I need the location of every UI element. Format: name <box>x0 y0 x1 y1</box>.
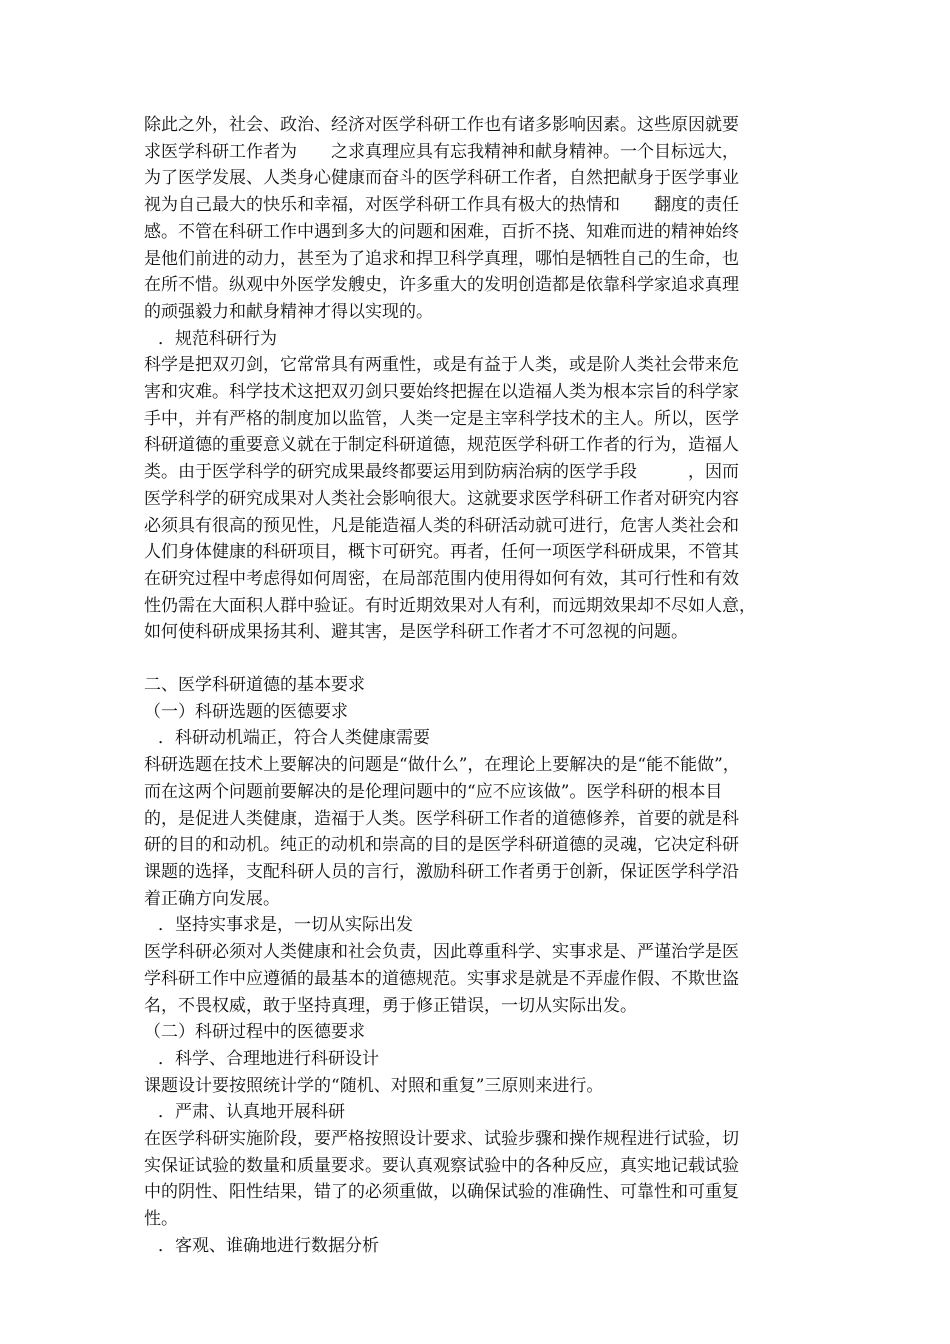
paragraph-fact-seeking <box>144 939 809 1019</box>
paragraph-dedication <box>144 112 809 326</box>
text-line: 求医学科研工作者为 之求真理应具有忘我精神和献身精神。一个目标远大， <box>144 141 739 162</box>
text-line: 视为自己最大的快乐和幸福，对医学科研工作具有极大的热情和 翻度的责任 <box>144 195 739 216</box>
text-line: 科研道德的重要意义就在于制定科研道德，规范医学科研工作者的行为，造福人 <box>144 435 739 456</box>
text-line: 科学是把双刃剑，它常常具有两重性，或是有益于人类，或是阶人类社会带来危 <box>144 355 739 376</box>
text-line: 科研选题在技术上要解决的问题是“做什么”，在理论上要解决的是“能不能做”， <box>144 755 740 776</box>
text-line: 的顽强毅力和献身精神才得以实现的。 <box>144 301 433 322</box>
item-heading-fact-seeking: ．坚持实事求是，一切从实际出发 <box>158 915 413 936</box>
text-line: 课题的选择，支配科研人员的言行，激励科研工作者勇于创新，保证医学科学沿 <box>144 861 739 882</box>
blank-line <box>144 646 809 672</box>
text-line: 人们身体健康的科研项目，概卞可研究。再者，任何一项医学科研成果，不管其 <box>144 542 739 563</box>
text-line: 感。不管在科研工作中遇到多大的问题和困难，百折不挠、知难而进的精神始终 <box>144 221 739 242</box>
item-heading-design: ．科学、合理地进行科研设计 <box>158 1048 379 1069</box>
text-line: 的，是促进人类健康，造福于人类。医学科研工作者的道德修养，首要的就是科 <box>144 808 739 829</box>
text-line: 学科研工作中应遵循的最基本的道德规范。实事求是就是不弄虚作假、不欺世盗 <box>144 968 739 989</box>
text-line: 在医学科研实施阶段，要严格按照设计要求、试验步骤和操作规程进行试验，切 <box>144 1129 739 1150</box>
text-line: 如何使科研成果扬其利、避其害，是医学科研工作者才不可忽视的问题。 <box>144 622 688 643</box>
text-line: 课题设计要按照统计学的“随机、对照和重复”三原则来进行。 <box>144 1075 604 1096</box>
text-line: 是他们前进的动力，甚至为了追求和捍卫科学真理，哪怕是牺牲自己的生命，也 <box>144 248 739 269</box>
item-heading-data-analysis: ．客观、谁确地进行数据分析 <box>158 1235 379 1256</box>
text-line: 在研究过程中考虑得如何周密，在局部范围内使用得如何有效，其可行性和有效 <box>144 568 739 589</box>
text-line: 医学科研必须对人类健康和社会负责，因此尊重科学、实事求是、严谨治学是医 <box>144 942 739 963</box>
text-line: 害和灾难。科学技术这把双刃剑只要始终把握在以造福人类为根本宗旨的科学家 <box>144 382 739 403</box>
text-line: 在所不惜。纵观中外医学发艘史，许多重大的发明创造都是依靠科学家追求真理 <box>144 275 739 296</box>
text-line: 性。 <box>144 1209 178 1230</box>
text-line: 性仍需在大面积人群中验证。有时近期效果对人有利，而远期效果却不尽如人意， <box>144 595 756 616</box>
text-line: 手中，并有严格的制度加以监管，人类一定是主宰科学技术的主人。所以，医学 <box>144 408 739 429</box>
paragraph-conduct <box>144 1126 809 1233</box>
subsection-heading-research-process: （二）科研过程中的医德要求 <box>144 1022 365 1043</box>
text-line: 着正确方向发展。 <box>144 888 280 909</box>
text-line: 实保证试验的数量和质量要求。要认真观察试验中的各种反应，真实地记载试验 <box>144 1155 739 1176</box>
item-heading-conduct: ．严肃、认真地开展科研 <box>158 1102 345 1123</box>
text-line: 医学科学的研究成果对人类社会影响很大。这就要求医学科研工作者对研究内容 <box>144 488 739 509</box>
paragraph-double-edged-sword <box>144 352 809 646</box>
text-line: 而在这两个问题前要解决的是伦理问题中的“应不应该做”。医学科研的根本目 <box>144 781 723 802</box>
paragraph-topic-selection <box>144 752 809 912</box>
text-line: 研的目的和动机。纯正的动机和崇高的目的是医学科研道德的灵魂，它决定科研 <box>144 835 739 856</box>
paragraph-design <box>144 1073 809 1100</box>
section-heading: 二、医学科研道德的基本要求 <box>144 675 365 696</box>
item-heading-regulate: ．规范科研行为 <box>158 328 277 349</box>
text-line: 为了医学发展、人类身心健康而奋斗的医学科研工作者，自然把献身于医学事业 <box>144 168 739 189</box>
document-page <box>144 112 809 1260</box>
text-line: 必须具有很高的预见性，凡是能造福人类的科研活动就可进行，危害人类社会和 <box>144 515 739 536</box>
text-line: 名，不畏权威，敢于坚持真理，勇于修正错误，一切从实际出发。 <box>144 995 637 1016</box>
text-line: 类。由于医学科学的研究成果最终都要运用到防病治病的医学手段 ，因而 <box>144 462 739 483</box>
text-line: 除此之外，社会、政治、经济对医学科研工作也有诸多影响因素。这些原因就要 <box>144 115 739 135</box>
subsection-heading-topic-selection: （一）科研选题的医德要求 <box>144 701 348 722</box>
text-line: 中的阴性、阳性结果，错了的必须重做，以确保试验的准确性、可靠性和可重复 <box>144 1182 739 1203</box>
item-heading-motivation: ．科研动机端正，符合人类健康需要 <box>158 728 430 749</box>
